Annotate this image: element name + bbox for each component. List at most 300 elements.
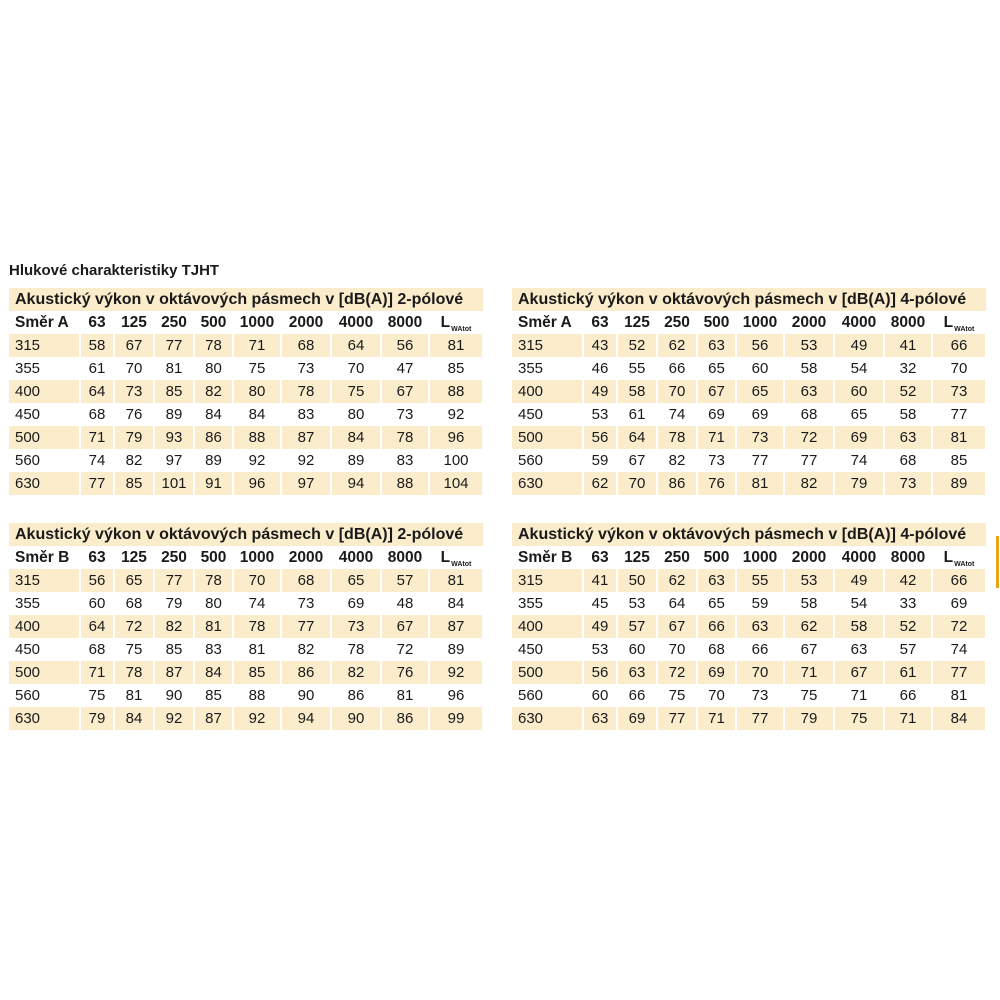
lwatot-cell: 81: [430, 334, 482, 357]
value-cell: 63: [785, 380, 833, 403]
lwatot-cell: 100: [443, 452, 469, 469]
value-cell: 65: [708, 360, 725, 377]
frequency-header: 1000: [239, 314, 275, 331]
value-cell: 63: [698, 569, 735, 592]
value-cell: 56: [584, 426, 616, 449]
frequency-header: 2000: [288, 314, 324, 331]
size-cell: 400: [9, 615, 79, 638]
table-header-row: [9, 546, 483, 569]
lwatot-cell: 92: [447, 406, 465, 423]
value-cell: 71: [81, 661, 113, 684]
value-cell: 67: [115, 334, 153, 357]
table-row: [512, 357, 986, 380]
value-cell: 79: [81, 707, 113, 730]
value-cell: 86: [658, 472, 696, 495]
frequency-header: 2000: [791, 549, 827, 566]
value-cell: 70: [708, 687, 725, 704]
value-cell: 75: [88, 687, 106, 704]
frequency-header: 4000: [338, 549, 374, 566]
table-title: Akustický výkon v oktávových pásmech v [dB(A)] 4-pólové: [512, 523, 986, 546]
value-cell: 77: [155, 569, 193, 592]
value-cell: 75: [800, 687, 818, 704]
table-row: [9, 449, 483, 472]
lwatot-cell: 81: [430, 569, 482, 592]
table-header-row: [9, 311, 483, 334]
value-cell: 82: [125, 452, 143, 469]
frequency-header: 4000: [338, 314, 374, 331]
size-cell: 630: [512, 472, 582, 495]
value-cell: 63: [584, 707, 616, 730]
lwatot-cell: 72: [933, 615, 985, 638]
table-row: [9, 334, 483, 357]
table-title: Akustický výkon v oktávových pásmech v [dB(A)] 2-pólové: [9, 523, 483, 546]
value-cell: 81: [248, 641, 266, 658]
lwatot-cell: 81: [933, 426, 985, 449]
table-row: [512, 592, 986, 615]
value-cell: 60: [628, 641, 646, 658]
frequency-header: 63: [591, 549, 609, 566]
frequency-header: 250: [664, 549, 690, 566]
size-cell: 630: [9, 707, 79, 730]
value-cell: 73: [708, 452, 725, 469]
value-cell: 75: [125, 641, 143, 658]
value-cell: 69: [347, 595, 365, 612]
value-cell: 79: [115, 426, 153, 449]
value-cell: 66: [668, 360, 686, 377]
lwatot-cell: 104: [430, 472, 482, 495]
value-cell: 62: [658, 569, 696, 592]
value-cell: 89: [347, 452, 365, 469]
lwatot-cell: 66: [933, 334, 985, 357]
table-row: [512, 661, 986, 684]
table-row: [512, 403, 986, 426]
value-cell: 65: [115, 569, 153, 592]
value-cell: 67: [658, 615, 696, 638]
value-cell: 90: [165, 687, 183, 704]
value-cell: 80: [347, 406, 365, 423]
value-cell: 74: [668, 406, 686, 423]
value-cell: 73: [737, 426, 783, 449]
value-cell: 83: [205, 641, 222, 658]
value-cell: 80: [205, 595, 222, 612]
value-cell: 45: [591, 595, 609, 612]
value-cell: 82: [332, 661, 380, 684]
value-cell: 73: [332, 615, 380, 638]
value-cell: 78: [195, 334, 232, 357]
lwatot-cell: 81: [950, 687, 968, 704]
value-cell: 77: [751, 452, 769, 469]
value-cell: 67: [800, 641, 818, 658]
value-cell: 70: [347, 360, 365, 377]
value-cell: 92: [155, 707, 193, 730]
table-row: [9, 684, 483, 707]
value-cell: 74: [248, 595, 266, 612]
size-cell: 355: [15, 360, 41, 377]
value-cell: 53: [591, 641, 609, 658]
value-cell: 77: [658, 707, 696, 730]
lwatot-header: [430, 311, 482, 334]
value-cell: 61: [88, 360, 106, 377]
value-cell: 92: [297, 452, 315, 469]
value-cell: 58: [800, 360, 818, 377]
value-cell: 86: [382, 707, 428, 730]
value-cell: 73: [885, 472, 931, 495]
frequency-header: 63: [88, 549, 106, 566]
table-row: [512, 380, 986, 403]
value-cell: 78: [347, 641, 365, 658]
value-cell: 62: [785, 615, 833, 638]
size-cell: 400: [512, 615, 582, 638]
value-cell: 42: [885, 569, 931, 592]
table-row: [512, 684, 986, 707]
value-cell: 78: [658, 426, 696, 449]
size-cell: 450: [518, 641, 544, 658]
lwatot-cell: 85: [447, 360, 465, 377]
value-cell: 63: [850, 641, 868, 658]
value-cell: 69: [618, 707, 656, 730]
value-cell: 43: [584, 334, 616, 357]
frequency-header: 125: [624, 314, 650, 331]
value-cell: 63: [618, 661, 656, 684]
value-cell: 74: [88, 452, 106, 469]
table-smer-a-4-polove: [512, 288, 986, 495]
table-smer-a-2-polove: [9, 288, 483, 495]
value-cell: 84: [205, 406, 222, 423]
value-cell: 66: [698, 615, 735, 638]
frequency-header: 250: [161, 314, 187, 331]
value-cell: 68: [282, 334, 330, 357]
value-cell: 77: [155, 334, 193, 357]
lwatot-cell: 77: [950, 406, 968, 423]
lwatot-cell: 99: [430, 707, 482, 730]
value-cell: 90: [297, 687, 315, 704]
value-cell: 56: [81, 569, 113, 592]
value-cell: 64: [668, 595, 686, 612]
frequency-header: 63: [591, 314, 609, 331]
lwatot-cell: 85: [950, 452, 968, 469]
value-cell: 62: [658, 334, 696, 357]
direction-header: Směr B: [15, 549, 70, 566]
frequency-header: 500: [200, 549, 227, 566]
value-cell: 49: [584, 615, 616, 638]
value-cell: 71: [885, 707, 931, 730]
size-cell: 500: [9, 426, 79, 449]
table-title: Akustický výkon v oktávových pásmech v [dB(A)] 2-pólové: [9, 288, 483, 311]
value-cell: 87: [282, 426, 330, 449]
value-cell: 70: [618, 472, 656, 495]
table-row: [9, 661, 483, 684]
frequency-header: 2000: [791, 314, 827, 331]
value-cell: 81: [396, 687, 414, 704]
value-cell: 41: [584, 569, 616, 592]
value-cell: 68: [282, 569, 330, 592]
frequency-header: 125: [121, 549, 147, 566]
table-row: [9, 426, 483, 449]
table-title: Akustický výkon v oktávových pásmech v [dB(A)] 4-pólové: [512, 288, 986, 311]
lwatot-cell: 89: [447, 641, 465, 658]
value-cell: 77: [737, 707, 783, 730]
value-cell: 66: [751, 641, 769, 658]
value-cell: 90: [332, 707, 380, 730]
value-cell: 55: [737, 569, 783, 592]
value-cell: 91: [195, 472, 232, 495]
value-cell: 68: [125, 595, 143, 612]
lwatot-cell: 87: [430, 615, 482, 638]
value-cell: 71: [698, 426, 735, 449]
value-cell: 33: [899, 595, 917, 612]
value-cell: 61: [628, 406, 646, 423]
value-cell: 75: [835, 707, 883, 730]
value-cell: 88: [382, 472, 428, 495]
value-cell: 85: [234, 661, 280, 684]
value-cell: 41: [885, 334, 931, 357]
value-cell: 80: [205, 360, 222, 377]
value-cell: 62: [584, 472, 616, 495]
size-cell: 315: [512, 569, 582, 592]
lwatot-header: [933, 546, 985, 569]
value-cell: 49: [584, 380, 616, 403]
value-cell: 57: [618, 615, 656, 638]
table-header-row: [512, 546, 986, 569]
value-cell: 93: [155, 426, 193, 449]
value-cell: 72: [396, 641, 414, 658]
lwatot-symbol: L: [943, 549, 954, 566]
value-cell: 82: [297, 641, 315, 658]
value-cell: 52: [885, 615, 931, 638]
value-cell: 78: [382, 426, 428, 449]
value-cell: 53: [785, 334, 833, 357]
value-cell: 49: [835, 569, 883, 592]
lwatot-cell: 92: [430, 661, 482, 684]
lwatot-cell: 84: [933, 707, 985, 730]
value-cell: 86: [282, 661, 330, 684]
lwatot-cell: 77: [933, 661, 985, 684]
value-cell: 72: [658, 661, 696, 684]
value-cell: 78: [115, 661, 153, 684]
frequency-header: 4000: [841, 549, 877, 566]
value-cell: 46: [591, 360, 609, 377]
lwatot-header: [933, 311, 985, 334]
size-cell: 450: [15, 641, 41, 658]
value-cell: 68: [800, 406, 818, 423]
value-cell: 47: [396, 360, 414, 377]
value-cell: 50: [618, 569, 656, 592]
value-cell: 70: [658, 380, 696, 403]
value-cell: 76: [698, 472, 735, 495]
frequency-header: 4000: [841, 314, 877, 331]
value-cell: 72: [115, 615, 153, 638]
value-cell: 68: [88, 406, 106, 423]
value-cell: 69: [751, 406, 769, 423]
frequency-header: 1000: [742, 314, 778, 331]
table-row: [9, 569, 483, 592]
value-cell: 52: [618, 334, 656, 357]
lwatot-cell: 70: [950, 360, 968, 377]
value-cell: 84: [332, 426, 380, 449]
frequency-header: 250: [664, 314, 690, 331]
table-smer-b-2-polove: [9, 523, 483, 730]
value-cell: 64: [618, 426, 656, 449]
value-cell: 61: [885, 661, 931, 684]
value-cell: 70: [668, 641, 686, 658]
value-cell: 67: [835, 661, 883, 684]
frequency-header: 500: [703, 314, 730, 331]
table-row: [512, 707, 986, 730]
table-row: [9, 403, 483, 426]
frequency-header: 500: [200, 314, 227, 331]
lwatot-subscript: WAtot: [451, 326, 472, 333]
frequency-header: 63: [88, 314, 106, 331]
table-smer-b-4-polove: [512, 523, 986, 730]
value-cell: 74: [850, 452, 868, 469]
value-cell: 56: [737, 334, 783, 357]
direction-header: Směr A: [518, 314, 572, 331]
value-cell: 77: [800, 452, 818, 469]
value-cell: 71: [81, 426, 113, 449]
value-cell: 64: [81, 380, 113, 403]
size-cell: 450: [518, 406, 544, 423]
table-row: [9, 707, 483, 730]
value-cell: 54: [850, 360, 868, 377]
lwatot-cell: 84: [447, 595, 465, 612]
value-cell: 73: [751, 687, 769, 704]
value-cell: 96: [234, 472, 280, 495]
size-cell: 315: [512, 334, 582, 357]
value-cell: 82: [155, 615, 193, 638]
value-cell: 78: [282, 380, 330, 403]
value-cell: 59: [591, 452, 609, 469]
value-cell: 69: [698, 661, 735, 684]
value-cell: 75: [668, 687, 686, 704]
lwatot-cell: 74: [950, 641, 968, 658]
value-cell: 97: [165, 452, 183, 469]
value-cell: 71: [850, 687, 868, 704]
lwatot-cell: 89: [933, 472, 985, 495]
value-cell: 64: [332, 334, 380, 357]
value-cell: 67: [382, 380, 428, 403]
size-cell: 355: [518, 360, 544, 377]
table-row: [512, 569, 986, 592]
value-cell: 60: [88, 595, 106, 612]
size-cell: 500: [512, 426, 582, 449]
value-cell: 85: [115, 472, 153, 495]
table-row: [9, 357, 483, 380]
value-cell: 87: [155, 661, 193, 684]
value-cell: 63: [737, 615, 783, 638]
value-cell: 58: [618, 380, 656, 403]
value-cell: 63: [885, 426, 931, 449]
value-cell: 75: [248, 360, 266, 377]
lwatot-symbol: L: [943, 314, 954, 331]
table-row: [512, 334, 986, 357]
size-cell: 315: [9, 569, 79, 592]
value-cell: 83: [396, 452, 414, 469]
direction-header: Směr A: [15, 314, 69, 331]
value-cell: 69: [708, 406, 725, 423]
table-row: [512, 615, 986, 638]
value-cell: 56: [584, 661, 616, 684]
lwatot-subscript: WAtot: [954, 326, 975, 333]
value-cell: 73: [396, 406, 414, 423]
frequency-header: 2000: [288, 549, 324, 566]
value-cell: 67: [698, 380, 735, 403]
frequency-header: 125: [121, 314, 147, 331]
size-cell: 355: [15, 595, 41, 612]
frequency-header: 1000: [239, 549, 275, 566]
value-cell: 97: [282, 472, 330, 495]
size-cell: 560: [518, 687, 544, 704]
value-cell: 79: [165, 595, 183, 612]
value-cell: 65: [332, 569, 380, 592]
value-cell: 75: [332, 380, 380, 403]
lwatot-symbol: L: [440, 549, 451, 566]
value-cell: 52: [885, 380, 931, 403]
value-cell: 84: [248, 406, 266, 423]
value-cell: 94: [282, 707, 330, 730]
value-cell: 85: [205, 687, 222, 704]
value-cell: 71: [698, 707, 735, 730]
value-cell: 68: [88, 641, 106, 658]
value-cell: 58: [835, 615, 883, 638]
value-cell: 65: [850, 406, 868, 423]
frequency-header: 500: [703, 549, 730, 566]
value-cell: 85: [165, 641, 183, 658]
value-cell: 60: [591, 687, 609, 704]
frequency-header: 8000: [890, 549, 926, 566]
lwatot-cell: 88: [430, 380, 482, 403]
value-cell: 101: [155, 472, 193, 495]
lwatot-cell: 96: [447, 687, 465, 704]
frequency-header: 1000: [742, 549, 778, 566]
lwatot-subscript: WAtot: [954, 561, 975, 568]
value-cell: 66: [628, 687, 646, 704]
value-cell: 81: [125, 687, 143, 704]
size-cell: 560: [15, 687, 41, 704]
value-cell: 83: [297, 406, 315, 423]
value-cell: 82: [668, 452, 686, 469]
frequency-header: 8000: [387, 314, 423, 331]
value-cell: 58: [81, 334, 113, 357]
value-cell: 73: [297, 595, 315, 612]
table-row: [9, 592, 483, 615]
value-cell: 77: [282, 615, 330, 638]
table-row: [512, 426, 986, 449]
size-cell: 400: [9, 380, 79, 403]
value-cell: 65: [737, 380, 783, 403]
size-cell: 630: [512, 707, 582, 730]
table-row: [512, 638, 986, 661]
value-cell: 78: [234, 615, 280, 638]
value-cell: 53: [591, 406, 609, 423]
value-cell: 68: [899, 452, 917, 469]
table-row: [9, 380, 483, 403]
value-cell: 56: [382, 334, 428, 357]
value-cell: 63: [698, 334, 735, 357]
page-title: Hlukové charakteristiky TJHT: [9, 262, 220, 279]
value-cell: 84: [195, 661, 232, 684]
value-cell: 79: [785, 707, 833, 730]
value-cell: 60: [835, 380, 883, 403]
value-cell: 87: [195, 707, 232, 730]
value-cell: 88: [234, 426, 280, 449]
value-cell: 81: [165, 360, 183, 377]
value-cell: 65: [708, 595, 725, 612]
value-cell: 78: [195, 569, 232, 592]
value-cell: 57: [899, 641, 917, 658]
value-cell: 68: [708, 641, 725, 658]
frequency-header: 125: [624, 549, 650, 566]
value-cell: 49: [835, 334, 883, 357]
